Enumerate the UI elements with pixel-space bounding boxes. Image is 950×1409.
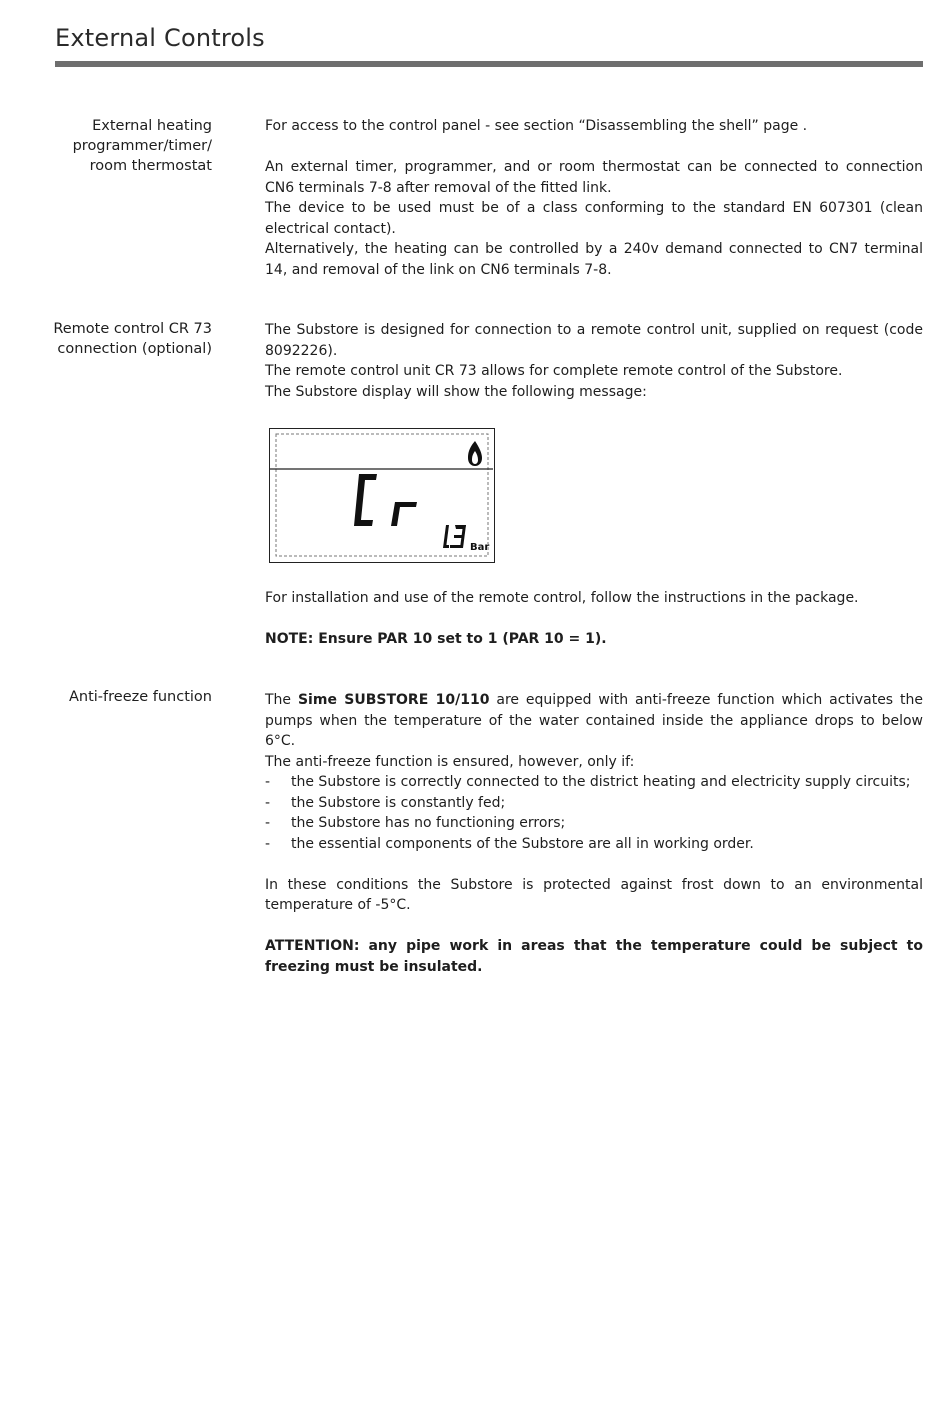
paragraph: For access to the control panel - see section “Disassembling the shell” page . — [265, 118, 808, 134]
paragraph: The Sime SUBSTORE 10/110 are equipped with anti-freeze function which activates the pumps when the temperature of the water contained inside the appliance drops to below 6°C. — [265, 692, 923, 749]
paragraph: An external timer, programmer, and or room thermostat can be connected to connection CN6 terminals 7-8 after removal of the fitted link. — [265, 159, 923, 196]
paragraph: The device to be used must be of a class conforming to the standard EN 607301 (clean electrical contact). — [265, 200, 923, 237]
paragraph: The anti-freeze function is ensured, however, only if: — [265, 753, 635, 770]
title-divider — [55, 61, 923, 67]
lcd-pressure-digits — [443, 525, 466, 548]
section-label-external-heating — [20, 116, 212, 176]
attention-text: ATTENTION: any pipe work in areas that the temperature could be subject to freezing must be insulated. — [265, 938, 923, 975]
paragraph: The remote control unit CR 73 allows for complete remote control of the Substore. — [265, 363, 843, 379]
lcd-main-code — [354, 474, 417, 526]
paragraph: The Substore display will show the following message: — [265, 383, 647, 400]
section-body-anti-freeze — [265, 690, 923, 977]
label-line: programmer/timer/ — [72, 138, 212, 154]
list-item: - the Substore is correctly connected to the district heating and electricity supply circuits; — [265, 774, 911, 790]
flame-icon — [468, 441, 482, 466]
product-name: Sime SUBSTORE 10/110 — [297, 692, 490, 708]
section-label-remote-control — [20, 319, 212, 359]
section-body-remote-control — [265, 320, 923, 402]
list-item: - the Substore has no functioning errors; — [265, 815, 566, 831]
paragraph: For installation and use of the remote control, follow the instructions in the package. — [265, 590, 859, 606]
section-body-external-heating — [265, 116, 923, 280]
paragraph: Alternatively, the heating can be controlled by a 240v demand connected to CN7 terminal 14, and removal of the link on CN6 terminals 7-8. — [265, 241, 923, 278]
paragraph: In these conditions the Substore is protected against frost down to an environmental temperature of -5°C. — [265, 876, 923, 913]
label-line: External heating — [92, 118, 212, 134]
pressure-unit: Bar — [470, 542, 490, 553]
page-title: External Controls — [55, 24, 265, 52]
list-item: - the essential components of the Substore are all in working order. — [265, 835, 754, 852]
label-line: Remote control CR 73 — [53, 321, 212, 337]
section-label-anti-freeze — [20, 687, 212, 707]
paragraph: The Substore is designed for connection to a remote control unit, supplied on request (code 8092226). — [265, 322, 923, 359]
label-line: room thermostat — [89, 158, 212, 174]
label-line: connection (optional) — [57, 341, 212, 357]
lcd-display — [269, 428, 495, 563]
note-text: NOTE: Ensure PAR 10 set to 1 (PAR 10 = 1). — [265, 631, 607, 647]
list-item: - the Substore is constantly fed; — [265, 794, 506, 811]
section-body-remote-control-2 — [265, 588, 923, 650]
label-line: Anti-freeze function — [68, 689, 212, 705]
